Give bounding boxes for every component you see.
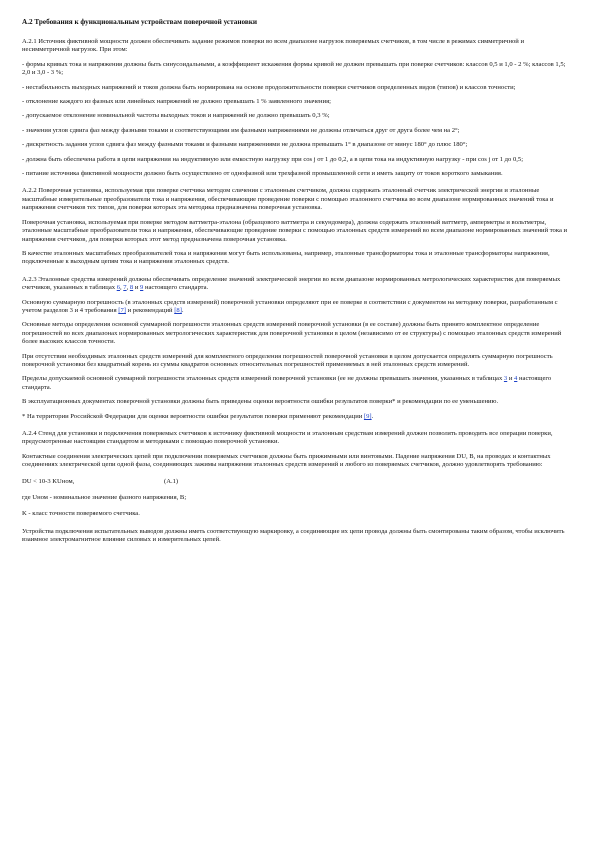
formula-expression: DU < 10-3 KUном, (22, 477, 75, 485)
paragraph-stability: - нестабильность выходных напряжений и токов должна быть нормирована на основе продолжительности поверки счетчиков определенных видов (типов) и классов точности; (22, 83, 516, 91)
paragraph-power-supply: - питание источника фиктивной мощности должно быть осуществлено от однофазной или трехфазной промышленной сети и иметь защиту от токов короткого замыкания. (22, 170, 503, 178)
paragraph-a23-reference-standards (22, 276, 573, 293)
paragraph-error-limits (22, 375, 573, 392)
link-reference-7[interactable]: [7] (118, 306, 126, 314)
text-segment: А.2.3 Эталонные средства измерений должны обеспечивать определение значений электрической энергии во всем диапазоне нормированных метрологических характеристик для поверяемых счетчиков, указанных в таблицах (22, 275, 561, 292)
footnote (22, 413, 573, 421)
paragraph-k-class: K - класс точности поверяемого счетчика. (22, 510, 140, 518)
paragraph-basic-error (22, 299, 573, 316)
link-table-3[interactable]: 3 (503, 375, 508, 383)
paragraph-complex-determination: Основные методы определения основной суммарной погрешности эталонных средств измерений поверочной установки (в ее составе) должны быть принято комплектное определение погрешностей во всех диапазонах нормированных метрологических характеристик для поверочной установки в целом (независимо от ее структуры) с помощью эталонных средств измерений более высоких классов точности. (22, 321, 562, 346)
paragraph-frequency: - допускаемое отклонение номинальной частоты выходных токов и напряжений не должно превышать 0,3 %; (22, 112, 330, 120)
text-segment: настоящего стандарта. (22, 375, 552, 391)
paragraph-phase-angles: - значения углов сдвига фаз между фазными токами и соответствующими им фазными напряжениями не должны отличаться друг от друга более чем на 2°; (22, 126, 460, 134)
formula-a1 (22, 478, 573, 486)
section-heading: А.2 Требования к функциональным устройствам поверочной установки (22, 18, 258, 26)
link-table-9[interactable]: 9 (140, 284, 144, 292)
text-segment: Пределы допускаемой основной суммарной погрешности эталонных средств измерений поверочной установки (ее не должны превышать значения, указанных в таблицах (22, 375, 504, 383)
link-table-7[interactable]: 7 (123, 284, 127, 292)
paragraph-angle-discreteness: - дискретность задания углов сдвига фаз между фазными токами и фазными напряжениями не должна превышать 1° в диапазоне от минус 180° до плюс 180°; (22, 141, 468, 149)
text-separator: и (133, 284, 141, 292)
text-segment: Основную суммарную погрешность (в эталонных средств измерений) поверочной установки определяют при ее поверке в соответствии с документом на методику поверки, разработанным с учетом разделов 3 и 4 требования (22, 298, 558, 314)
text-separator: и (507, 375, 515, 383)
link-table-8[interactable]: 8 (129, 284, 134, 292)
paragraph-a22-wattmeter: Поверочная установка, используемая при поверке методом ваттметра-эталона (образцового ваттметра и секундомера), должна содержать эталонный ваттметр, амперметры и вольтметры, эталонные масштабные преобразователи тока и напряжения, обеспечивающие проведение поверки с помощью эталонных средств измерений во всем диапазоне нормированных значений тока и напряжения счетчиков, для поверки которых этот метод предназначена поверочная установка. (22, 218, 568, 243)
link-reference-8[interactable]: [8] (174, 306, 182, 314)
paragraph-a24-stand: А.2.4 Стенд для установки и подключения поверяемых счетчиков к источнику фиктивной мощности и эталонным средствам измерений должен позволять проводить все операции поверки, предусмотренные настоящим стандартом и методиками с помощью поверочной установки. (22, 430, 553, 446)
paragraph-a22-transformers: В качестве эталонных масштабных преобразователей тока и напряжения могут быть использованы, например, эталонные трансформаторы тока и эталонные трансформаторы напряжения, подключенные к выходным цепям тока и напряжения эталонных средств. (22, 249, 550, 266)
text-separator: , (120, 284, 124, 292)
paragraph-operational-documents: В эксплуатационных документах поверочной установки должны быть приведены оценки вероятности ошибки результатов поверки* и рекомендации по ее уменьшению. (22, 398, 499, 406)
paragraph-absence-of-standards: При отсутствии необходимых эталонных средств измерений для комплектного определения погрешностей поверочной установки в целом допускается определять суммарную погрешность поверочной установки без квадратный корень из суммы квадратов основных относительных погрешностей применяемых в ней эталонных средств измерений. (22, 352, 553, 368)
link-table-6[interactable]: 6 (116, 284, 120, 292)
text-separator: , (126, 284, 130, 292)
paragraph-voltage-deviation: - отклонение каждого из фазных или линейных напряжений не должно превышать 1 % заявленного значения; (22, 98, 331, 106)
text-segment: и рекомендаций (125, 306, 175, 314)
paragraph-where-unom: где Uном - номинальное значение фазного напряжения, В; (22, 494, 187, 502)
text-segment: . (181, 306, 184, 314)
paragraph-contact-connections: Контактные соединения электрических цепей при подключении поверяемых счетчиков должны быть прижимными или винтовыми. Падение напряжения DU, В, на проводах и контактных соединениях электрической цепи одной фазы, соединяющих зажимы напряжения эталонных средств измерений и любого из поверяемых счетчиков, должно удовлетворять требованию: (22, 452, 551, 469)
formula-number: (А.1) (164, 477, 179, 485)
link-reference-9[interactable]: [9] (363, 412, 372, 420)
text-segment: настоящего стандарта. (143, 284, 209, 292)
link-table-4[interactable]: 4 (514, 375, 518, 383)
paragraph-connection-devices: Устройства подключения испытательных выводов должны иметь соответствующую маркировку, а соединяющие их цепи провода должны быть смонтированы таким образом, чтобы исключить взаимное электромагнитное влияние силовых и измерительных цепей. (22, 527, 565, 544)
paragraph-a22-reference-meter: А.2.2 Поверочная установка, используемая при поверке счетчика методом сличения с эталонным счетчиком, должна содержать эталонный счетчик электрической энергии и эталонные масштабные измерительные преобразователи тока и напряжения, обеспечивающие проведение поверки с помощью эталонного счетчика во всем диапазоне нормированных значений тока и напряжения счетчиков тех типов, для поверки которых эта методика предназначена поверочная установка. (22, 187, 554, 212)
text-segment: * На территории Российской Федерации для оценки вероятности ошибки результатов поверки применяют рекомендации (22, 412, 364, 420)
paragraph-cos-load: - должна быть обеспечена работа в цепи напряжения на индуктивную или емкостную нагрузку при cos j от 1 до 0,2, а в цепи тока на индуктивную нагрузку - при cos j от 1 до 0,5; (22, 155, 524, 163)
paragraph-waveform: - формы кривых тока и напряжения должны быть синусоидальными, а коэффициент искажения формы кривой не должен превышать при поверке счетчиков: классов 0,5 и 1,0 - 2 %; классов 1,5; 2,0 и 3,0 - 3 %; (22, 60, 566, 77)
paragraph-a21-intro: А.2.1 Источник фиктивной мощности должен обеспечивать задание режимов поверки во всем диапазоне нагрузок поверяемых счетчиков, в том числе в режимах симметричной и несимметричной нагрузок. При этом: (22, 38, 525, 54)
text-segment: . (371, 412, 374, 420)
